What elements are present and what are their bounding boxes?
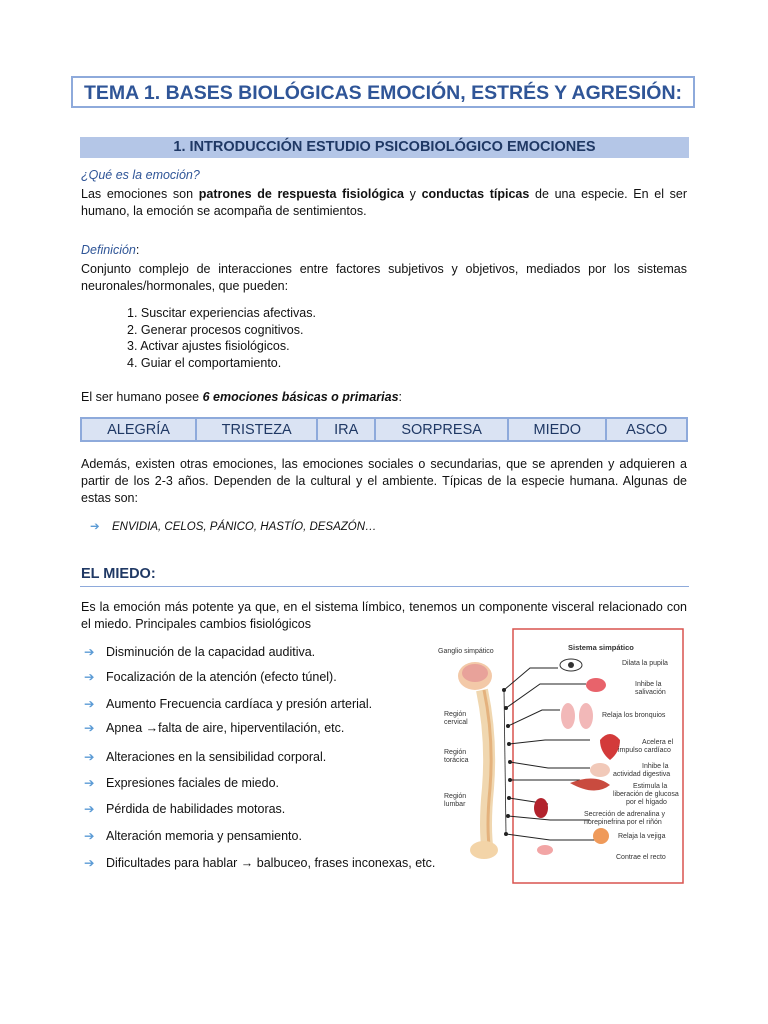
arrow-icon: ➔ bbox=[84, 802, 95, 816]
miedo-heading: EL MIEDO: bbox=[81, 566, 156, 582]
list-item: ➔ Alteraciones en la sensibilidad corporal. bbox=[84, 750, 327, 764]
ganglio-label: Ganglio simpático bbox=[438, 648, 494, 655]
arrow-icon: ➔ bbox=[90, 521, 100, 533]
brain-icon bbox=[458, 662, 492, 690]
miedo-intro: Es la emoción más potente ya que, en el sistema límbico, tenemos un componente visceral relacionado con el miedo. Principales cambios fisiológicos bbox=[81, 600, 687, 631]
sympathetic-system-figure bbox=[430, 628, 686, 884]
emotion-cell: ASCO bbox=[606, 418, 687, 441]
emotion-cell: SORPRESA bbox=[375, 418, 508, 441]
list-item: 1. Suscitar experiencias afectivas. bbox=[127, 306, 316, 320]
list-item: ➔ Alteración memoria y pensamiento. bbox=[84, 829, 302, 843]
emotion-cell: ALEGRÍA bbox=[81, 418, 196, 441]
secundarias-paragraph: Además, existen otras emociones, las emociones sociales o secundarias, que se aprenden y adquieren a partir de los 2-3 años. Dependen de la cultural y el ambiente. Típicas de la especie humana. Algunas de estas son: bbox=[81, 457, 687, 505]
arrow-icon: ➔ bbox=[84, 776, 95, 790]
list-item: 3. Activar ajustes fisiológicos. bbox=[127, 339, 290, 353]
effect-label: Estimula la liberación de glucosa por el hígado bbox=[613, 783, 679, 806]
effect-label: Relaja los bronquios bbox=[602, 712, 666, 719]
figure-title: Sistema simpático bbox=[568, 643, 634, 652]
secundarias-item: ➔ ENVIDIA, CELOS, PÁNICO, HASTÍO, DESAZÓN… bbox=[90, 521, 377, 533]
arrow-icon: ➔ bbox=[84, 645, 95, 659]
bladder-icon bbox=[593, 828, 609, 844]
emotions-table bbox=[80, 417, 688, 442]
emotion-cell: MIEDO bbox=[508, 418, 606, 441]
region-toracica-label: Región torácica bbox=[444, 749, 469, 764]
effect-label: Acelera el impulso cardíaco bbox=[618, 739, 674, 754]
arrow-icon: ➔ bbox=[84, 750, 95, 764]
region-cervical-label: Región cervical bbox=[444, 711, 468, 726]
rectum-icon bbox=[537, 845, 553, 855]
list-item: ➔ Dificultades para hablar → balbuceo, frases inconexas, etc. bbox=[84, 856, 436, 870]
list-item: 4. Guiar el comportamiento. bbox=[127, 355, 282, 370]
list-item: ➔ Expresiones faciales de miedo. bbox=[84, 776, 280, 790]
stomach-icon bbox=[590, 763, 610, 777]
definicion-paragraph: Conjunto complejo de interacciones entre factores subjetivos y objetivos, mediados por los sistemas neuronales/hormonales, que pueden: bbox=[81, 262, 687, 293]
effect-label: Secreción de adrenalina y norepinefrina por el riñón bbox=[584, 811, 665, 826]
arrow-icon: ➔ bbox=[84, 829, 95, 843]
effect-label: Inhibe la salivación bbox=[635, 681, 666, 696]
region-lumbar-label: Región lumbar bbox=[444, 793, 467, 808]
arrow-icon: ➔ bbox=[84, 670, 95, 684]
effect-label: Contrae el recto bbox=[616, 854, 666, 861]
emotion-cell: TRISTEZA bbox=[196, 418, 317, 441]
list-item: ➔ Disminución de la capacidad auditiva. bbox=[84, 645, 316, 659]
effect-label: Relaja la vejiga bbox=[618, 833, 666, 840]
basicas-sentence: El ser humano posee 6 emociones básicas o primarias: bbox=[81, 390, 403, 404]
heading-divider bbox=[80, 586, 689, 587]
figure-frame bbox=[513, 629, 683, 883]
arrow-icon: ➔ bbox=[84, 697, 95, 711]
list-item: 2. Generar procesos cognitivos. bbox=[127, 322, 304, 337]
list-item: ➔ Apnea →falta de aire, hiperventilación, etc. bbox=[84, 721, 345, 735]
list-item: ➔ Pérdida de habilidades motoras. bbox=[84, 802, 286, 816]
list-item: ➔ Aumento Frecuencia cardíaca y presión arterial. bbox=[84, 697, 373, 711]
arrow-icon: ➔ bbox=[84, 721, 95, 735]
que-es-heading: ¿Qué es la emoción? bbox=[81, 168, 200, 182]
definicion-list bbox=[127, 305, 316, 371]
section-heading-intro: 1. INTRODUCCIÓN ESTUDIO PSICOBIOLÓGICO EMOCIONES bbox=[80, 137, 689, 158]
document-title: TEMA 1. BASES BIOLÓGICAS EMOCIÓN, ESTRÉS Y AGRESIÓN: bbox=[71, 76, 695, 108]
arrow-icon: ➔ bbox=[84, 856, 95, 870]
emotion-cell: IRA bbox=[317, 418, 375, 441]
que-es-paragraph: Las emociones son patrones de respuesta fisiológica y conductas típicas de una especie. En el ser humano, la emoción se acompaña de sentimientos. bbox=[81, 187, 687, 218]
definicion-heading: Definición: bbox=[81, 243, 140, 257]
kidney-icon bbox=[534, 798, 548, 818]
eye-icon bbox=[560, 659, 582, 671]
salivary-gland-icon bbox=[586, 678, 606, 692]
effect-label: Inhibe la actividad digestiva bbox=[613, 763, 671, 778]
spine-icon bbox=[470, 690, 498, 859]
effect-label: Dilata la pupila bbox=[622, 660, 668, 667]
list-item: ➔ Focalización de la atención (efecto túnel). bbox=[84, 670, 337, 684]
